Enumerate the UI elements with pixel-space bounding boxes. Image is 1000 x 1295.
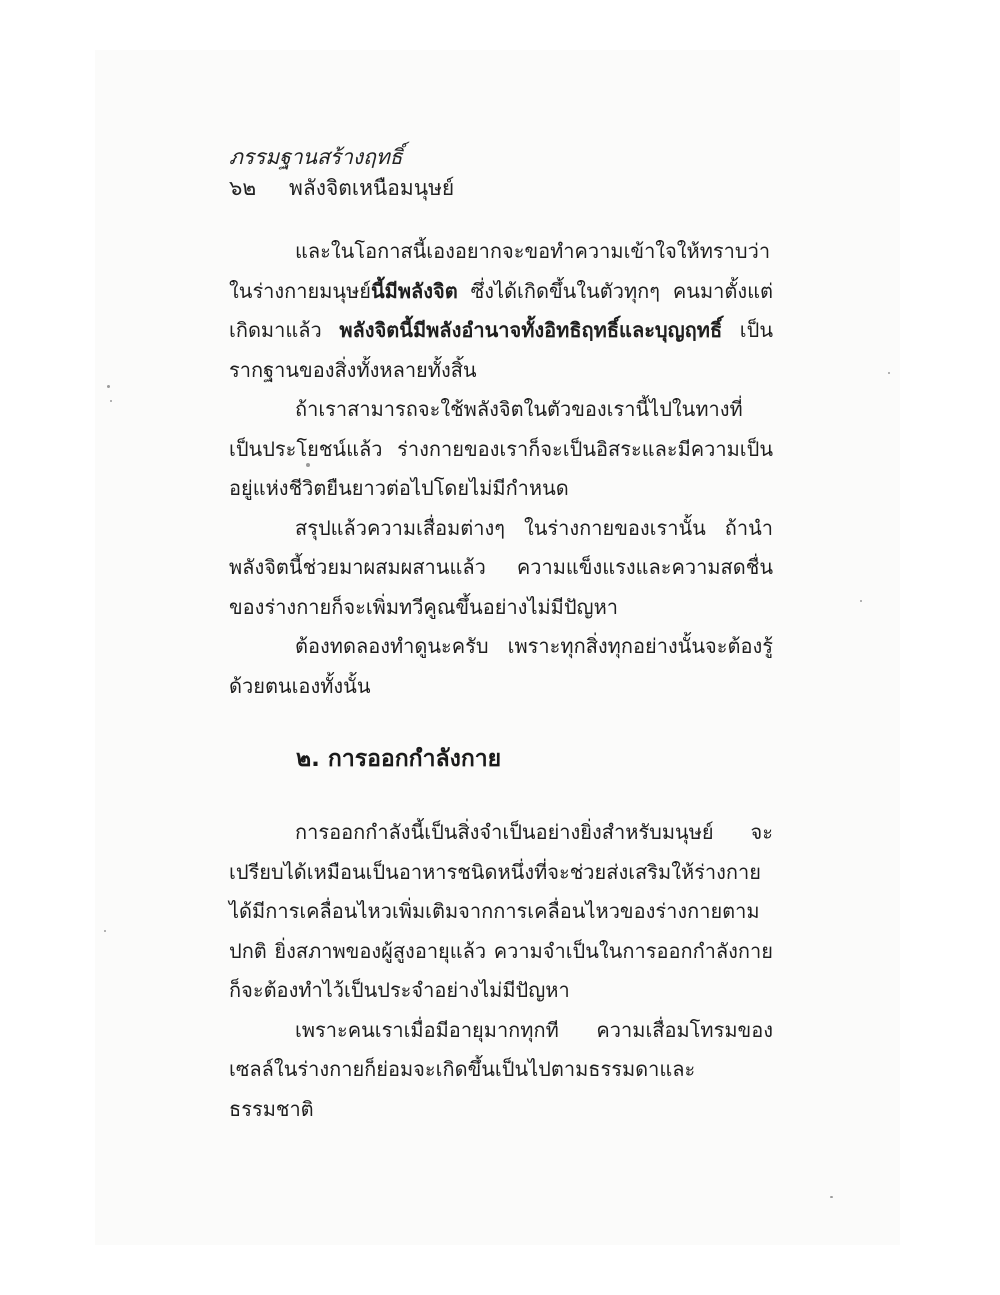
scan-speck	[888, 372, 890, 374]
paragraph-3: สรุปแล้วความเสื่อมต่างๆ ในร่างกายของเรานั้น ถ้านำพลังจิตนี้ช่วยมาผสมผสานแล้ว ความแข็งแรงและความสดชื่นของร่างกายก็จะเพิ่มทวีคูณขึ้นอย่างไม่มีปัญหา	[229, 515, 773, 619]
paragraph-6: เพราะคนเราเมื่อมีอายุมากทุกที ความเสื่อมโทรมของเซลล์ในร่างกายก็ย่อมจะเกิดขึ้นเป็นไปตามธรรมดาและธรรมชาติ	[229, 1017, 773, 1121]
scan-speck	[107, 385, 110, 388]
section-1-body	[229, 232, 773, 706]
running-header	[229, 172, 454, 205]
scan-speck	[110, 400, 112, 402]
paragraph-5: การออกกำลังนี้เป็นสิ่งจำเป็นอย่างยิ่งสำหรับมนุษย์ จะเปรียบได้เหมือนเป็นอาหารชนิดหนึ่งที่จะช่วยส่งเสริมให้ร่างกายได้มีการเคลื่อนไหวเพิ่มเติมจากการเคลื่อนไหวของร่างกายตามปกติ ยิ่งสภาพของผู้สูงอายุแล้ว ความจำเป็นในการออกกำลังกายก็จะต้องทำไว้เป็นประจำอย่างไม่มีปัญหา	[229, 820, 773, 1002]
paragraph-1	[229, 232, 773, 390]
scan-speck	[860, 600, 862, 602]
paragraph-1-bold-b: พลังจิตนี้มีพลังอำนาจทั้งอิทธิฤทธิ์และบุญฤทธิ์	[339, 318, 723, 342]
paragraph-1-text-a: และในโอกาสนี้เองอยากจะขอทำความเข้าใจให้ทราบว่า ในร่างกายมนุษย์	[229, 239, 771, 303]
chapter-title: พลังจิตเหนือมนุษย์	[289, 176, 455, 200]
scan-speck	[104, 930, 106, 932]
paragraph-1-text-b: ซึ่งได้เกิดขึ้นในตัวทุกๆ คนมาตั้งแต่เกิดมาแล้ว	[229, 278, 773, 342]
section-2-body	[229, 813, 773, 1129]
paragraph-2: ถ้าเราสามารถจะใช้พลังจิตในตัวของเรานี้ไปในทางที่เป็นประโยชน์แล้ว ร่างกายของเราก็จะเป็นอิสระและมีความเป็นอยู่แห่งชีวิตยืนยาวต่อไปโดยไม่มีกำหนด	[229, 397, 773, 500]
book-title: ภรรมฐานสร้างฤทธิ์	[229, 145, 403, 169]
section-heading: ๒. การออกกำลังกาย	[296, 746, 502, 772]
scan-speck	[306, 463, 310, 467]
paragraph-1-bold-a: นี้มีพลังจิต	[371, 278, 458, 303]
paragraph-1-text-c: เป็นรากฐานของสิ่งทั้งหลายทั้งสิ้น	[229, 318, 773, 382]
paragraph-4: ต้องทดลองทำดูนะครับ เพราะทุกสิ่งทุกอย่างนั้นจะต้องรู้ด้วยตนเองทั้งนั้น	[229, 634, 773, 698]
page-number: ๖๒	[229, 176, 257, 200]
scan-speck	[830, 1196, 833, 1198]
